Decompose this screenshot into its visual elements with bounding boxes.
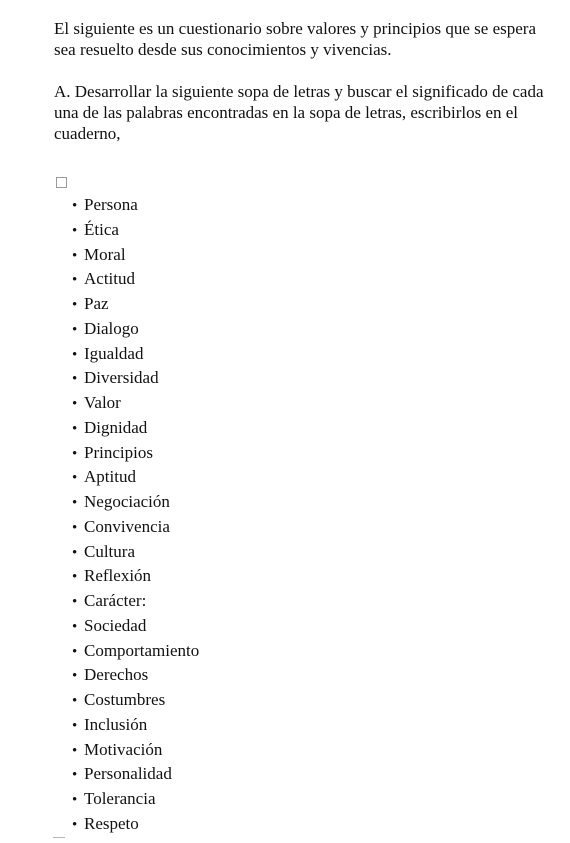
list-item-label: Dignidad <box>84 417 148 437</box>
list-item-label: Comportamiento <box>84 640 200 660</box>
intro-paragraph: El siguiente es un cuestionario sobre valores y principios que se espera sea resuelto desde sus conocimientos y vivencias. <box>54 19 537 59</box>
bullet-icon: • <box>72 519 78 536</box>
list-item-label: Moral <box>84 244 126 264</box>
list-item <box>72 317 199 342</box>
list-item <box>72 243 199 268</box>
list-item <box>72 688 199 713</box>
list-item-label: Inclusión <box>84 714 148 734</box>
list-item <box>72 663 199 688</box>
list-item <box>72 465 199 490</box>
list-item-label: Personalidad <box>84 764 172 784</box>
bullet-icon: • <box>72 371 78 388</box>
list-item-label: Cultura <box>84 541 135 561</box>
list-item-label: Aptitud <box>84 467 136 487</box>
list-item-label: Costumbres <box>84 690 166 709</box>
broken-image-icon <box>56 177 67 188</box>
page-edge-divider <box>53 837 65 842</box>
bullet-icon: • <box>72 495 78 511</box>
list-item <box>72 713 199 738</box>
list-item-label: Ética <box>84 219 119 239</box>
bullet-icon: • <box>72 420 78 437</box>
list-item <box>72 639 199 664</box>
list-item-label: Derechos <box>84 665 149 685</box>
list-item <box>72 416 199 441</box>
list-item <box>72 540 199 565</box>
bullet-icon: • <box>72 396 78 412</box>
list-item-label: Actitud <box>84 269 135 289</box>
bullet-icon: • <box>72 767 78 784</box>
list-item-label: Convivencia <box>84 516 170 536</box>
list-item-label: Motivación <box>84 739 163 759</box>
list-item <box>72 366 199 391</box>
list-item-label: Sociedad <box>84 615 147 635</box>
instruction-paragraph: A. Desarrollar la siguiente sopa de letras y buscar el significado de cada una de las palabras encontradas en la sopa de letras, escribirlos en el cuaderno, <box>54 82 544 143</box>
list-item <box>72 787 199 812</box>
bullet-icon: • <box>72 198 78 214</box>
list-item <box>72 218 199 243</box>
bullet-icon: • <box>72 247 78 264</box>
list-item-label: Igualdad <box>84 343 144 363</box>
list-item <box>72 267 199 292</box>
bullet-icon: • <box>72 594 78 610</box>
list-item <box>72 614 199 639</box>
list-item <box>72 490 199 515</box>
bullet-icon: • <box>72 321 78 338</box>
bullet-icon: • <box>72 742 78 759</box>
list-item-label: Paz <box>84 294 109 313</box>
list-item <box>72 441 199 466</box>
bullet-icon: • <box>72 816 78 833</box>
list-item-label: Dialogo <box>84 318 139 338</box>
list-item <box>72 812 199 837</box>
list-item <box>72 589 199 614</box>
bullet-icon: • <box>72 792 78 808</box>
bullet-icon: • <box>72 222 78 239</box>
bullet-icon: • <box>72 470 78 487</box>
bullet-icon: • <box>72 297 78 313</box>
list-item <box>72 391 199 416</box>
bullet-icon: • <box>72 445 78 462</box>
bullet-icon: • <box>72 717 78 734</box>
list-item <box>72 292 199 317</box>
list-item <box>72 193 199 218</box>
document-body <box>54 18 544 144</box>
bullet-icon: • <box>72 569 78 586</box>
list-item-label: Persona <box>84 195 138 214</box>
bullet-icon: • <box>72 668 78 685</box>
bullet-icon: • <box>72 643 78 660</box>
list-item-label: Diversidad <box>84 368 159 388</box>
bullet-icon: • <box>72 693 78 709</box>
list-item-label: Respeto <box>84 813 139 833</box>
list-item <box>72 738 199 763</box>
list-item <box>72 564 199 589</box>
bullet-icon: • <box>72 272 78 289</box>
list-item-label: Tolerancia <box>84 789 156 808</box>
word-list <box>72 193 199 837</box>
list-item <box>72 515 199 540</box>
list-item-label: Principios <box>84 442 153 462</box>
bullet-icon: • <box>72 346 78 363</box>
list-item-label: Reflexión <box>84 566 152 586</box>
bullet-icon: • <box>72 544 78 561</box>
list-item <box>72 342 199 367</box>
list-item-label: Negociación <box>84 492 170 511</box>
list-item-label: Valor <box>84 393 121 412</box>
bullet-icon: • <box>72 618 78 635</box>
list-item <box>72 762 199 787</box>
list-item-label: Carácter: <box>84 591 147 610</box>
